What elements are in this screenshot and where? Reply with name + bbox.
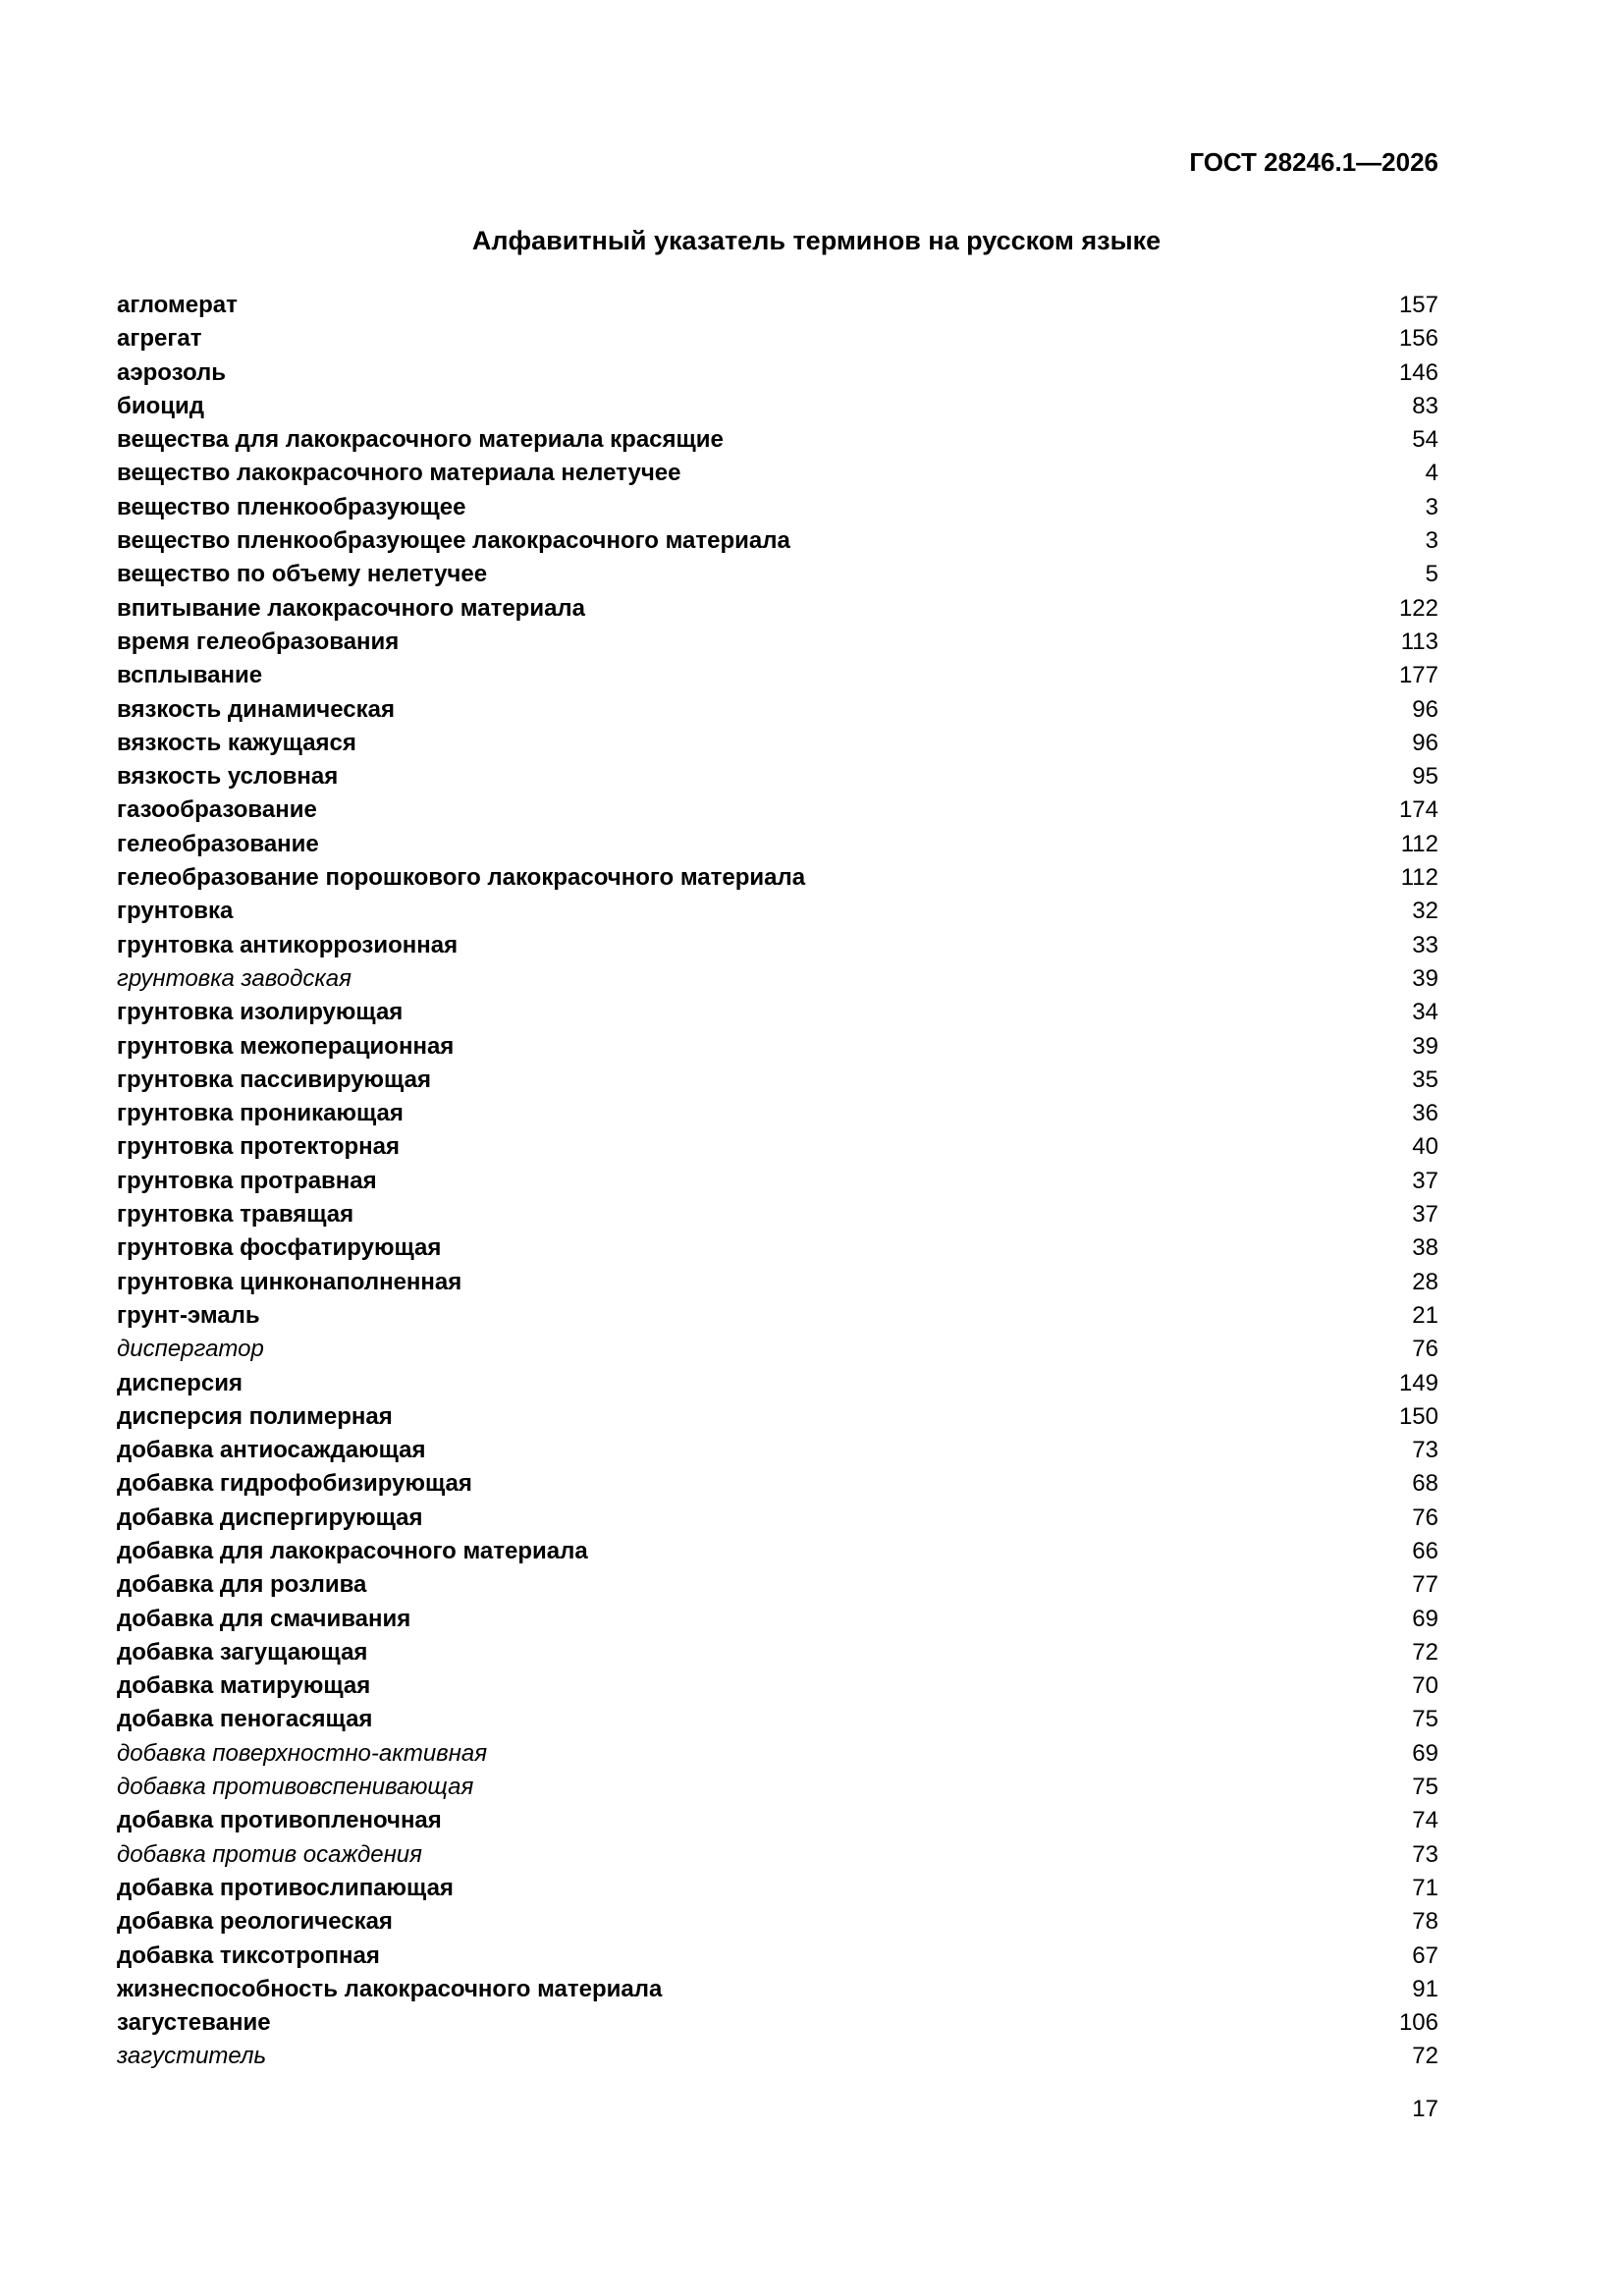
index-entry-term: грунтовка межоперационная <box>117 1032 455 1060</box>
index-entry-term: грунтовка <box>117 898 234 925</box>
index-entry-number: 150 <box>1398 1402 1438 1430</box>
index-entry-term: добавка противослипающая <box>117 1874 454 1901</box>
index-entry-term: диспергатор <box>117 1336 264 1363</box>
index-entry <box>117 1434 1438 1467</box>
index-entry-term: грунтовка травящая <box>117 1201 354 1229</box>
document-code: ГОСТ 28246.1—2026 <box>1189 147 1438 177</box>
index-entry-term: добавка тиксотропная <box>117 1941 380 1969</box>
index-entry-term: дисперсия <box>117 1369 243 1396</box>
index-entry <box>117 1568 1438 1602</box>
index-entry-term: добавка против осаждения <box>117 1840 422 1868</box>
index-entry-number: 5 <box>1425 561 1438 588</box>
index-title: Алфавитный указатель терминов на русском языке <box>471 226 1162 255</box>
index-entry <box>117 356 1438 390</box>
index-entry-term: грунтовка протекторная <box>117 1133 400 1161</box>
index-entry-number: 73 <box>1412 1437 1438 1464</box>
index-entry <box>117 1198 1438 1231</box>
index-entry <box>117 423 1438 457</box>
index-entry-term: дисперсия полимерная <box>117 1402 393 1430</box>
index-entry-number: 95 <box>1412 763 1438 791</box>
index-entry-number: 3 <box>1425 493 1438 520</box>
index-entry-number: 37 <box>1412 1201 1438 1229</box>
index-entry-term: добавка противовспенивающая <box>117 1774 474 1801</box>
index-entry <box>117 1872 1438 1905</box>
index-entry-term: впитывание лакокрасочного материала <box>117 594 586 622</box>
index-entry-term: добавка поверхностно-активная <box>117 1739 488 1767</box>
index-entry <box>117 457 1438 490</box>
index-entry <box>117 1669 1438 1703</box>
index-entry <box>117 491 1438 524</box>
index-entry <box>117 390 1438 423</box>
index-entry-number: 74 <box>1412 1807 1438 1834</box>
index-entry <box>117 962 1438 996</box>
index-entry <box>117 1130 1438 1164</box>
index-entry <box>117 1804 1438 1837</box>
index-entry <box>117 1064 1438 1097</box>
index-entry-number: 96 <box>1412 695 1438 723</box>
index-entry <box>117 1535 1438 1568</box>
index-entry-number: 40 <box>1412 1133 1438 1161</box>
term-index-list <box>117 289 1438 2074</box>
index-entry-number: 69 <box>1412 1739 1438 1767</box>
index-entry <box>117 2006 1438 2040</box>
index-entry <box>117 1771 1438 1804</box>
index-entry-term: аэрозоль <box>117 358 226 386</box>
index-entry <box>117 1467 1438 1501</box>
index-entry-term: жизнеспособность лакокрасочного материала <box>117 1975 663 2002</box>
index-entry-number: 69 <box>1412 1605 1438 1632</box>
index-entry-number: 146 <box>1398 358 1438 386</box>
index-entry-number: 78 <box>1412 1908 1438 1936</box>
index-entry-term: вязкость динамическая <box>117 695 395 723</box>
index-entry <box>117 1973 1438 2006</box>
index-entry-term: грунтовка фосфатирующая <box>117 1234 442 1262</box>
index-entry-term: вещество по объему нелетучее <box>117 561 488 588</box>
index-entry-number: 71 <box>1412 1874 1438 1901</box>
index-entry-number: 34 <box>1412 999 1438 1026</box>
index-entry <box>117 929 1438 962</box>
index-entry-number: 96 <box>1412 729 1438 756</box>
index-entry <box>117 524 1438 558</box>
index-entry-term: грунтовка антикоррозионная <box>117 931 459 958</box>
index-entry-term: добавка для розлива <box>117 1571 367 1599</box>
index-entry-number: 35 <box>1412 1066 1438 1093</box>
index-entry-term: добавка для смачивания <box>117 1605 411 1632</box>
index-entry-term: грунтовка пассивирующая <box>117 1066 431 1093</box>
index-entry-term: грунтовка заводская <box>117 964 352 992</box>
index-entry-number: 3 <box>1425 527 1438 555</box>
index-entry-term: гелеобразование <box>117 830 319 857</box>
index-entry-number: 72 <box>1412 2043 1438 2070</box>
index-entry <box>117 322 1438 355</box>
index-entry-number: 83 <box>1412 392 1438 419</box>
index-entry-number: 122 <box>1398 594 1438 622</box>
index-entry-term: вещество пленкообразующее лакокрасочного материала <box>117 527 790 555</box>
index-entry-term: грунт-эмаль <box>117 1301 260 1329</box>
index-entry <box>117 693 1438 727</box>
index-entry-number: 72 <box>1412 1638 1438 1666</box>
index-entry-term: добавка матирующая <box>117 1672 371 1700</box>
index-entry-term: агломерат <box>117 292 238 318</box>
index-entry-number: 91 <box>1412 1975 1438 2002</box>
index-entry-number: 68 <box>1412 1470 1438 1498</box>
index-entry-term: добавка противопленочная <box>117 1807 442 1834</box>
index-entry <box>117 1097 1438 1130</box>
index-entry <box>117 592 1438 626</box>
index-entry <box>117 828 1438 861</box>
index-entry-term: добавка антиосаждающая <box>117 1437 426 1464</box>
index-entry-term: агрегат <box>117 325 202 353</box>
index-entry-term: добавка реологическая <box>117 1908 393 1936</box>
index-entry-number: 39 <box>1412 1032 1438 1060</box>
index-entry <box>117 1266 1438 1299</box>
index-entry-number: 77 <box>1412 1571 1438 1599</box>
index-entry <box>117 793 1438 827</box>
index-entry-term: вещества для лакокрасочного материала красящие <box>117 426 724 454</box>
index-entry <box>117 1636 1438 1669</box>
index-entry <box>117 861 1438 895</box>
index-entry <box>117 1940 1438 1973</box>
index-entry-number: 177 <box>1398 662 1438 689</box>
index-entry-term: загустевание <box>117 2009 271 2037</box>
index-entry <box>117 1165 1438 1198</box>
index-entry-number: 174 <box>1398 796 1438 824</box>
index-entry-term: грунтовка цинконаполненная <box>117 1268 462 1295</box>
index-entry-term: газообразование <box>117 796 317 824</box>
index-entry-term: добавка гидрофобизирующая <box>117 1470 472 1498</box>
index-entry-number: 112 <box>1400 864 1438 892</box>
index-entry-number: 157 <box>1398 292 1438 318</box>
index-entry <box>117 1299 1438 1333</box>
index-entry <box>117 659 1438 692</box>
index-entry <box>117 1030 1438 1064</box>
index-entry-number: 21 <box>1412 1301 1438 1329</box>
index-entry-term: добавка диспергирующая <box>117 1503 423 1531</box>
index-entry <box>117 760 1438 793</box>
index-entry <box>117 1502 1438 1535</box>
index-entry <box>117 996 1438 1029</box>
index-entry-number: 70 <box>1412 1672 1438 1700</box>
index-entry-term: добавка загущающая <box>117 1638 368 1666</box>
index-entry <box>117 1603 1438 1636</box>
index-entry <box>117 2040 1438 2073</box>
index-entry <box>117 1703 1438 1736</box>
index-entry-number: 75 <box>1412 1774 1438 1801</box>
index-entry <box>117 558 1438 591</box>
index-entry <box>117 1737 1438 1771</box>
index-entry-number: 67 <box>1412 1941 1438 1969</box>
index-entry-number: 36 <box>1412 1100 1438 1127</box>
index-entry-number: 4 <box>1425 460 1438 487</box>
index-entry-number: 112 <box>1400 830 1438 857</box>
index-entry-number: 106 <box>1398 2009 1438 2037</box>
index-entry-number: 33 <box>1412 931 1438 958</box>
index-entry <box>117 1231 1438 1265</box>
index-entry <box>117 626 1438 659</box>
index-entry-term: добавка для лакокрасочного материала <box>117 1537 588 1564</box>
index-entry-number: 76 <box>1412 1503 1438 1531</box>
index-entry-term: биоцид <box>117 392 204 419</box>
index-entry-number: 76 <box>1412 1336 1438 1363</box>
index-entry-number: 75 <box>1412 1706 1438 1733</box>
index-entry <box>117 1333 1438 1366</box>
index-entry-number: 54 <box>1412 426 1438 454</box>
index-entry-number: 73 <box>1412 1840 1438 1868</box>
index-entry-number: 37 <box>1412 1167 1438 1194</box>
index-entry <box>117 1367 1438 1400</box>
index-entry-number: 32 <box>1412 898 1438 925</box>
index-entry-number: 156 <box>1398 325 1438 353</box>
page-number: 17 <box>1412 2096 1438 2122</box>
index-entry-term: грунтовка изолирующая <box>117 999 404 1026</box>
index-entry-term: добавка пеногасящая <box>117 1706 373 1733</box>
index-entry-term: вещество лакокрасочного материала нелетучее <box>117 460 681 487</box>
index-entry-term: всплывание <box>117 662 263 689</box>
index-entry-term: грунтовка проникающая <box>117 1100 404 1127</box>
index-entry-number: 66 <box>1412 1537 1438 1564</box>
index-entry <box>117 895 1438 928</box>
index-entry-term: вязкость условная <box>117 763 339 791</box>
index-entry <box>117 1838 1438 1872</box>
index-entry-term: гелеобразование порошкового лакокрасочного материала <box>117 864 806 892</box>
index-entry <box>117 727 1438 760</box>
index-entry-number: 28 <box>1412 1268 1438 1295</box>
index-entry-number: 149 <box>1398 1369 1438 1396</box>
index-entry-term: время гелеобразования <box>117 628 400 655</box>
index-entry <box>117 1905 1438 1939</box>
index-entry <box>117 289 1438 322</box>
index-entry-number: 39 <box>1412 964 1438 992</box>
index-entry-number: 38 <box>1412 1234 1438 1262</box>
index-entry-term: вязкость кажущаяся <box>117 729 356 756</box>
index-entry-term: загуститель <box>117 2043 267 2070</box>
index-entry-number: 113 <box>1400 628 1438 655</box>
index-entry-term: грунтовка протравная <box>117 1167 377 1194</box>
index-entry <box>117 1400 1438 1434</box>
index-entry-term: вещество пленкообразующее <box>117 493 466 520</box>
